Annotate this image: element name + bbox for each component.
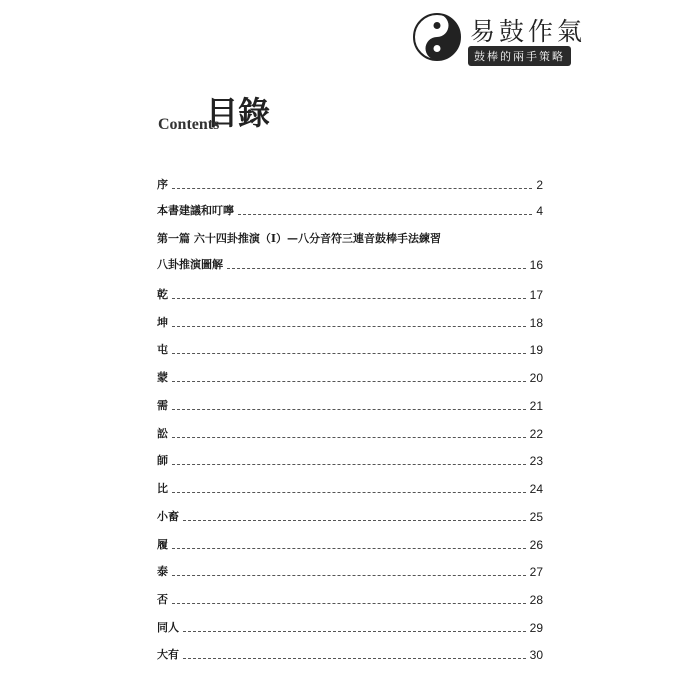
toc-entry[interactable] (157, 337, 543, 357)
toc-entry-page: 25 (529, 510, 543, 524)
brand-logo (412, 8, 587, 68)
toc-entry[interactable] (157, 642, 543, 662)
toc-dot-leader (183, 658, 526, 659)
toc-dot-leader (227, 268, 526, 269)
toc-entry-label: 需 (157, 399, 168, 412)
toc-dot-leader (172, 437, 526, 438)
toc-entry-label: 履 (157, 538, 168, 551)
toc-entry[interactable] (157, 532, 543, 552)
toc-entry-page: 27 (529, 565, 543, 579)
toc-entry-page: 21 (529, 399, 543, 413)
toc-entry-page: 26 (529, 538, 543, 552)
toc-entry[interactable] (157, 198, 543, 218)
title-chinese: 目錄 (206, 94, 271, 132)
toc-entry[interactable] (157, 172, 543, 192)
toc-entry-page: 23 (529, 454, 543, 468)
title-english: Contents (158, 116, 220, 133)
toc-entry-label: 泰 (157, 565, 168, 578)
toc-entry-page: 28 (529, 593, 543, 607)
toc-entry-label: 師 (157, 454, 168, 467)
toc-dot-leader (172, 464, 526, 465)
toc-entry-label: 坤 (157, 316, 168, 329)
toc-dot-leader (172, 409, 526, 410)
toc-entry-page: 20 (529, 371, 543, 385)
toc-entry-label: 屯 (157, 343, 168, 356)
page-title (158, 88, 358, 138)
toc-entry-page: 30 (529, 648, 543, 662)
toc-dot-leader (183, 520, 526, 521)
toc-dot-leader (172, 492, 526, 493)
toc-entry-label: 小畜 (157, 510, 179, 523)
toc-dot-leader (172, 298, 526, 299)
toc-entry[interactable] (157, 252, 543, 272)
toc-entry-label: 序 (157, 178, 168, 191)
toc-entry-page: 2 (536, 178, 543, 192)
toc-entry-page: 29 (529, 621, 543, 635)
toc-entry-label: 本書建議和叮嚀 (157, 204, 234, 217)
toc-entry[interactable] (157, 559, 543, 579)
toc-entry-label: 第一篇 六十四卦推演（Ⅰ）—八分音符三連音鼓棒手法練習 (157, 232, 441, 245)
toc-entry[interactable] (157, 365, 543, 385)
toc-entry[interactable] (157, 226, 543, 246)
logo-title: 易鼓作氣 (470, 17, 587, 46)
toc-entry-page: 17 (529, 288, 543, 302)
logo-subtitle: 鼓棒的兩手策略 (468, 46, 571, 66)
toc-entry[interactable] (157, 282, 543, 302)
toc-dot-leader (172, 381, 526, 382)
toc-entry[interactable] (157, 504, 543, 524)
toc-dot-leader (238, 214, 532, 215)
toc-entry-page: 22 (529, 427, 543, 441)
toc-entry-label: 八卦推演圖解 (157, 258, 223, 271)
toc-entry-page: 18 (529, 316, 543, 330)
toc-entry-label: 大有 (157, 648, 179, 661)
toc-entry-page: 24 (529, 482, 543, 496)
toc-entry-label: 同人 (157, 621, 179, 634)
toc-entry-label: 比 (157, 482, 168, 495)
toc-dot-leader (172, 326, 526, 327)
toc-entry[interactable] (157, 476, 543, 496)
yin-yang-icon (412, 12, 462, 62)
toc-dot-leader (172, 548, 526, 549)
toc-entry-label: 乾 (157, 288, 168, 301)
toc-entry[interactable] (157, 393, 543, 413)
toc-entry[interactable] (157, 448, 543, 468)
toc-dot-leader (172, 353, 526, 354)
toc-entry-label: 否 (157, 593, 168, 606)
toc-dot-leader (172, 188, 532, 189)
toc-dot-leader (183, 631, 526, 632)
toc-entry[interactable] (157, 421, 543, 441)
toc-dot-leader (172, 603, 526, 604)
toc-entry-label: 訟 (157, 427, 168, 440)
toc-entry-page: 19 (529, 343, 543, 357)
toc-entry-page: 4 (536, 204, 543, 218)
toc-entry[interactable] (157, 587, 543, 607)
toc-entry[interactable] (157, 310, 543, 330)
toc-dot-leader (172, 575, 526, 576)
toc-entry[interactable] (157, 615, 543, 635)
toc-entry-label: 蒙 (157, 371, 168, 384)
toc-entry-page: 16 (529, 258, 543, 272)
